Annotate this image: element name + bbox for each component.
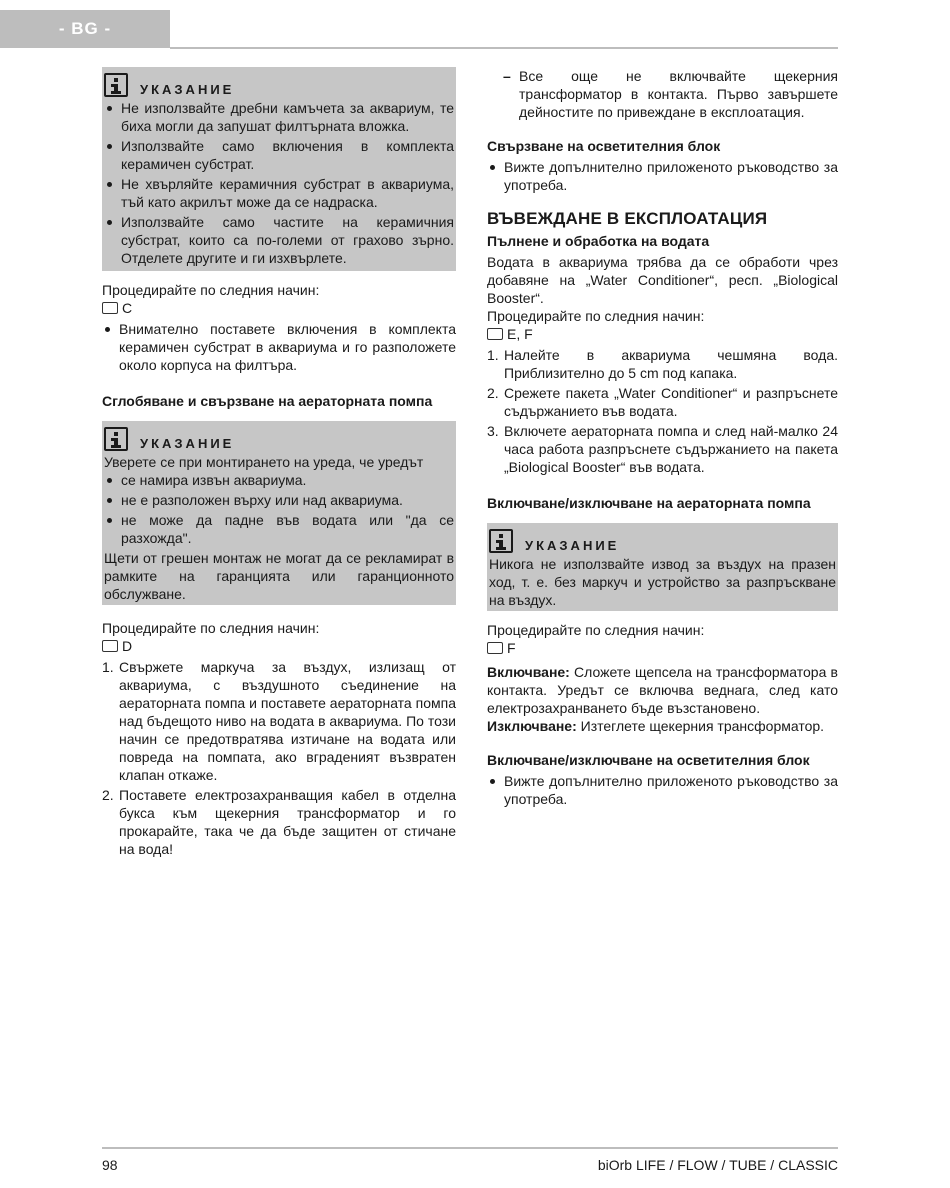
info-icon <box>104 73 128 97</box>
step-item: 2. Срежете пакета „Water Conditioner“ и разпръснете съдържанието във водата. <box>487 385 838 419</box>
figure-icon <box>102 302 118 314</box>
procedure-text: Процедирайте по следния начин: <box>102 282 320 298</box>
step-item: 1. Налейте в аквариума чешмяна вода. Приблизително до 5 cm под капака. <box>487 347 838 381</box>
switch-on-text: Включване: Сложете щепсела на трансформатора в контакта. Уредът се включва веднага, след като електрозахранването бъде възстановено. <box>487 664 838 716</box>
section-heading: Свързване на осветителния блок <box>487 138 721 154</box>
section-heading: Сглобяване и свързване на аераторната помпа <box>102 393 433 409</box>
note-title: УКАЗАНИЕ <box>140 436 235 451</box>
body-text: Водата в аквариума трябва да се обработи чрез добавяне на „Water Conditioner“, респ. „Biological Booster“. <box>487 254 838 306</box>
info-icon <box>104 427 128 451</box>
list-item: не може да падне във водата или "да се разхожда". <box>104 511 454 547</box>
figure-icon <box>102 640 118 652</box>
list-item: Не използвайте дребни камъчета за аквариум, те биха могли да запушат филтърната вложка. <box>104 99 454 135</box>
list-item: Внимателно поставете включения в комплекта керамичен субстрат в аквариума и го разположете около корпуса на филтъра. <box>102 320 456 374</box>
info-icon <box>489 529 513 553</box>
procedure-text: Процедирайте по следния начин: <box>487 308 705 324</box>
note-outro: Щети от грешен монтаж не могат да се рекламират в рамките на гаранцията или гаранционното обслужване. <box>104 550 454 602</box>
note-box-air <box>487 523 838 611</box>
figure-reference: D <box>102 637 456 655</box>
language-tab: - BG - <box>0 10 170 48</box>
header-rule <box>170 47 838 49</box>
bullet-list <box>487 772 838 808</box>
figure-icon <box>487 642 503 654</box>
main-heading: ВЪВЕЖДАНЕ В ЕКСПЛОАТАЦИЯ <box>487 209 768 228</box>
procedure-text: Процедирайте по следния начин: <box>102 620 320 636</box>
list-item: не е разположен върху или над аквариума. <box>104 491 454 509</box>
figure-reference: E, F <box>487 325 838 343</box>
list-item: Вижте допълнително приложеното ръководство за употреба. <box>487 158 838 194</box>
list-item: се намира извън аквариума. <box>104 471 454 489</box>
footer-rule <box>102 1147 838 1149</box>
section-heading: Пълнене и обработка на водата <box>487 233 710 249</box>
steps-list <box>102 658 456 858</box>
figure-reference: C <box>102 299 456 317</box>
step-item: 2. Поставете електрозахранващия кабел в отделна букса към щекерния трансформатор и го прокарайте, така че да бъде защитен от стичане на вода! <box>102 787 456 857</box>
list-item: Използвайте само частите на керамичния субстрат, които са по-големи от грахово зърно. Отделете другите и ги изхвърлете. <box>104 213 454 267</box>
note-list <box>104 471 454 547</box>
note-box-mounting <box>102 421 456 605</box>
note-title: УКАЗАНИЕ <box>140 82 235 97</box>
list-item: Използвайте само включения в комплекта керамичен субстрат. <box>104 137 454 173</box>
page-number: 98 <box>102 1157 118 1173</box>
note-intro: Уверете се при монтирането на уреда, че уредът <box>104 454 424 470</box>
figure-reference: F <box>487 639 838 657</box>
note-box-substrate <box>102 67 456 271</box>
left-column <box>102 67 456 860</box>
bullet-list <box>102 320 456 374</box>
steps-list <box>487 346 838 476</box>
step-item: 3. Включете аераторната помпа и след най-малко 24 часа работа разпръснете съдържанието на пакета „Biological Booster“ във водата. <box>487 423 838 475</box>
dash-list <box>487 67 838 121</box>
figure-icon <box>487 328 503 340</box>
right-column <box>487 67 838 810</box>
switch-off-text: Изключване: Изтеглете щекерния трансформатор. <box>487 718 825 734</box>
product-name: biOrb LIFE / FLOW / TUBE / CLASSIC <box>597 1157 838 1173</box>
procedure-text: Процедирайте по следния начин: <box>487 622 705 638</box>
note-title: УКАЗАНИЕ <box>525 538 620 553</box>
step-item: 1. Свържете маркуча за въздух, излизащ от аквариума, с въздушното съединение на аераторната помпа и поставете аераторната помпа над бъдещото ниво на водата в аквариума. По този начин се предотвратява изтичане на водата или повреда на помпата, ако вграденият възвратен клапан откаже. <box>102 659 456 783</box>
section-heading: Включване/изключване на осветителния блок <box>487 752 810 768</box>
list-item: Вижте допълнително приложеното ръководство за употреба. <box>487 772 838 808</box>
section-heading: Включване/изключване на аераторната помпа <box>487 495 811 511</box>
list-item: Не хвърляйте керамичния субстрат в аквариума, тъй като акрилът може да се надраска. <box>104 175 454 211</box>
note-list <box>104 99 454 267</box>
list-item: – Все още не включвайте щекерния трансформатор в контакта. Първо завършете дейностите по привеждане в експлоатация. <box>487 67 838 121</box>
note-text: Никога не използвайте извод за въздух на празен ход, т. е. без маркуч и устройство за разпръскване на въздух. <box>489 556 836 608</box>
bullet-list <box>487 158 838 194</box>
